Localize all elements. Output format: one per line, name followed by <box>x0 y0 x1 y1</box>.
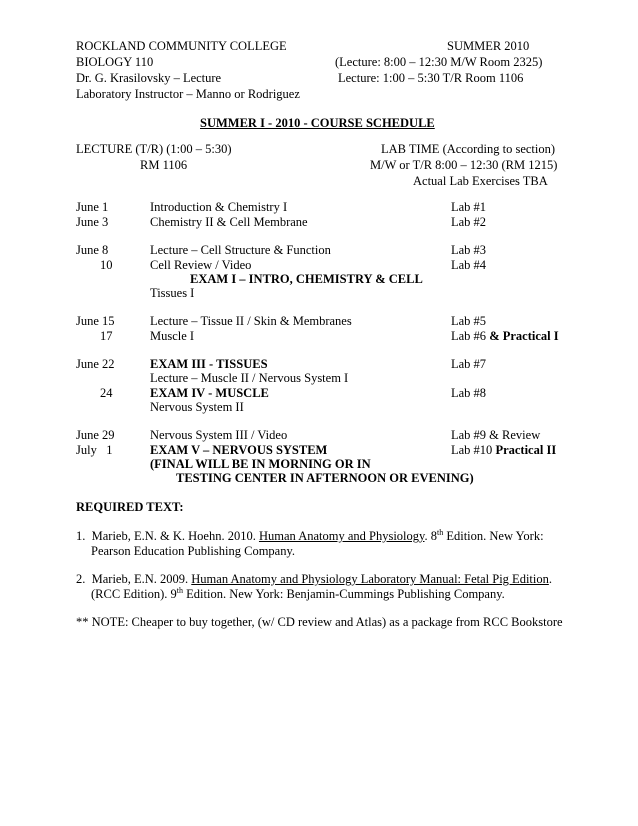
row-date: June 8 <box>76 243 109 257</box>
row-topic: Lecture – Cell Structure & Function <box>150 243 331 257</box>
reference-publisher-start: Edition. New York: <box>443 529 544 543</box>
reference-2-line2 <box>91 587 505 602</box>
bookstore-note: ** NOTE: Cheaper to buy together, (w/ CD review and Atlas) as a package from RCC Bookstore <box>76 615 563 629</box>
lab-instructor: Laboratory Instructor – Manno or Rodriguez <box>76 87 300 101</box>
row-date: 10 <box>100 258 113 272</box>
row-topic: Muscle I <box>150 329 195 343</box>
row-lab: Lab #8 <box>451 386 487 400</box>
practical-label: Practical I <box>502 329 559 343</box>
final-note-line1: (FINAL WILL BE IN MORNING OR IN <box>150 457 371 471</box>
row-date: June 22 <box>76 357 115 371</box>
lecture-time-tr: Lecture: 1:00 – 5:30 T/R Room 1106 <box>338 71 524 85</box>
lab-number: Lab #10 <box>451 443 493 457</box>
row-topic: Chemistry II & Cell Membrane <box>150 215 308 229</box>
row-lab <box>451 329 559 344</box>
row-date: 17 <box>100 329 113 343</box>
schedule-title: SUMMER I - 2010 - COURSE SCHEDULE <box>200 116 435 130</box>
reference-number: 1. <box>76 529 86 543</box>
row-lab: Lab #3 <box>451 243 487 257</box>
practical-label: Practical II <box>495 443 557 457</box>
lab-ampersand: & <box>489 329 500 343</box>
row-date: June 15 <box>76 314 115 328</box>
exam-heading: EXAM I – INTRO, CHEMISTRY & CELL <box>190 272 423 286</box>
reference-authors: Marieb, E.N. & K. Hoehn. 2010. <box>91 529 256 543</box>
final-note-line2: TESTING CENTER IN AFTERNOON OR EVENING) <box>176 471 474 485</box>
lab-number: Lab #6 <box>451 329 487 343</box>
row-lab: Lab #4 <box>451 258 487 272</box>
lecture-label: LECTURE (T/R) (1:00 – 5:30) <box>76 142 232 156</box>
reference-number: 2. <box>76 572 86 586</box>
row-lab: Lab #9 & Review <box>451 428 541 442</box>
row-date: June 3 <box>76 215 109 229</box>
row-topic-exam: EXAM IV - MUSCLE <box>150 386 269 400</box>
row-topic: Introduction & Chemistry I <box>150 200 288 214</box>
row-lab: Lab #2 <box>451 215 487 229</box>
college-name: ROCKLAND COMMUNITY COLLEGE <box>76 39 287 53</box>
row-lab: Lab #1 <box>451 200 487 214</box>
row-lab: Lab #7 <box>451 357 487 371</box>
reference-period: . <box>548 572 552 586</box>
book-title: Human Anatomy and Physiology <box>258 529 425 543</box>
reference-edition: (RCC Edition). 9 <box>91 587 177 601</box>
row-date: June 1 <box>76 200 109 214</box>
superscript: th <box>436 527 444 537</box>
book-title: Human Anatomy and Physiology Laboratory Manual: Fetal Pig Edition <box>191 572 549 586</box>
lecture-room: RM 1106 <box>140 158 188 172</box>
lab-time-heading: LAB TIME (According to section) <box>381 142 556 156</box>
lab-time-detail: M/W or T/R 8:00 – 12:30 (RM 1215) <box>370 158 558 172</box>
reference-item-1 <box>76 529 544 544</box>
row-topic-exam: EXAM V – NERVOUS SYSTEM <box>150 443 328 457</box>
lecturer-name: Dr. G. Krasilovsky – Lecture <box>76 71 222 85</box>
reference-authors: Marieb, E.N. 2009. <box>91 572 189 586</box>
row-topic: Nervous System III / Video <box>150 428 288 442</box>
required-text-heading: REQUIRED TEXT: <box>76 500 184 514</box>
reference-item-2 <box>76 572 552 587</box>
row-topic: Lecture – Tissue II / Skin & Membranes <box>150 314 352 328</box>
lecture-time-mw: (Lecture: 8:00 – 12:30 M/W Room 2325) <box>335 55 543 69</box>
row-date: 24 <box>100 386 113 400</box>
row-topic-exam: EXAM III - TISSUES <box>150 357 268 371</box>
row-topic: Cell Review / Video <box>150 258 252 272</box>
term: SUMMER 2010 <box>447 39 530 53</box>
row-extra-topic: Nervous System II <box>150 400 244 414</box>
lab-exercises-note: Actual Lab Exercises TBA <box>413 174 548 188</box>
reference-1-line2: Pearson Education Publishing Company. <box>91 544 296 558</box>
superscript: th <box>176 585 184 595</box>
row-lab: Lab #5 <box>451 314 487 328</box>
row-lab <box>451 443 556 458</box>
row-extra-topic: Tissues I <box>150 286 195 300</box>
reference-edition: . 8 <box>424 529 437 543</box>
row-date: June 29 <box>76 428 115 442</box>
row-date: July 1 <box>76 443 113 457</box>
reference-publisher: Edition. New York: Benjamin-Cummings Publishing Company. <box>183 587 505 601</box>
course-code: BIOLOGY 110 <box>76 55 154 69</box>
row-extra-topic: Lecture – Muscle II / Nervous System I <box>150 371 349 385</box>
